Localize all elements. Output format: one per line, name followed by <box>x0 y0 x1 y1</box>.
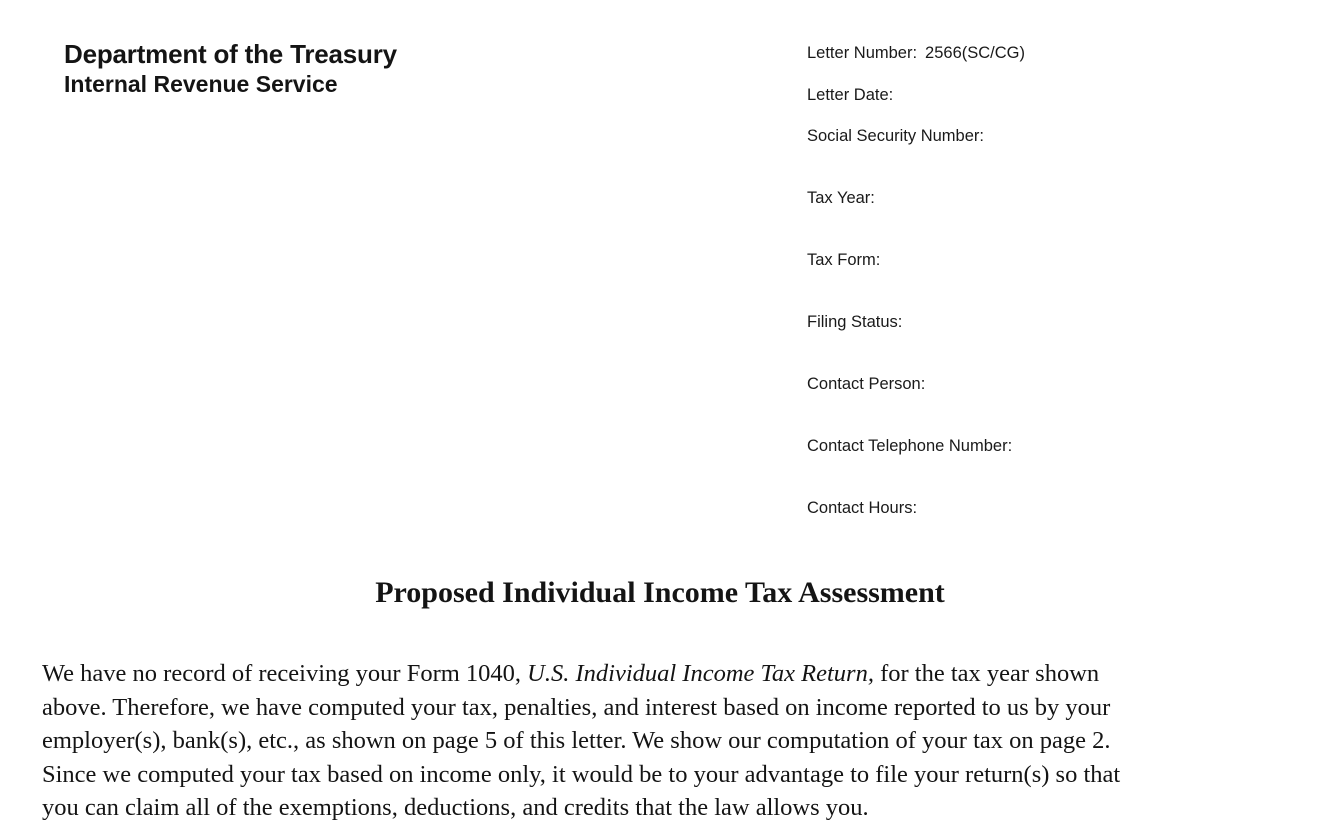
tax-form-label: Tax Form: <box>807 251 881 269</box>
body-paragraph <box>42 657 1282 825</box>
letter-number-value: 2566(SC/CG) <box>925 44 1025 62</box>
paragraph-line-3: employer(s), bank(s), etc., as shown on page 5 of this letter. We show our computation of your tax on page 2. <box>42 727 1111 754</box>
agency-name: Internal Revenue Service <box>64 71 338 97</box>
paragraph-line-1-start: We have no record of receiving your Form 1040, <box>42 660 528 687</box>
department-name: Department of the Treasury <box>64 39 397 69</box>
filing-status-label: Filing Status: <box>807 313 903 331</box>
tax-year-label: Tax Year: <box>807 189 875 207</box>
letter-title: Proposed Individual Income Tax Assessment <box>375 576 945 609</box>
letter-number-label: Letter Number: <box>807 44 918 62</box>
paragraph-line-1 <box>42 657 1282 691</box>
contact-hours-label: Contact Hours: <box>807 499 918 517</box>
contact-person-label: Contact Person: <box>807 375 926 393</box>
paragraph-line-2: above. Therefore, we have computed your tax, penalties, and interest based on income reported to us by your <box>42 693 1111 721</box>
contact-telephone-label: Contact Telephone Number: <box>807 437 1013 455</box>
paragraph-line-4: Since we computed your tax based on income only, it would be to your advantage to file your return(s) so that <box>42 760 1121 788</box>
paragraph-line-1-end: for the tax year shown <box>873 660 1100 687</box>
agency-header <box>64 38 397 98</box>
letter-date-label: Letter Date: <box>807 86 894 104</box>
form-title: U.S. Individual Income Tax Return, <box>527 660 874 687</box>
letter-number-row <box>807 44 1025 63</box>
ssn-label: Social Security Number: <box>807 127 984 145</box>
paragraph-line-5: you can claim all of the exemptions, deductions, and credits that the law allows you. <box>42 794 869 821</box>
